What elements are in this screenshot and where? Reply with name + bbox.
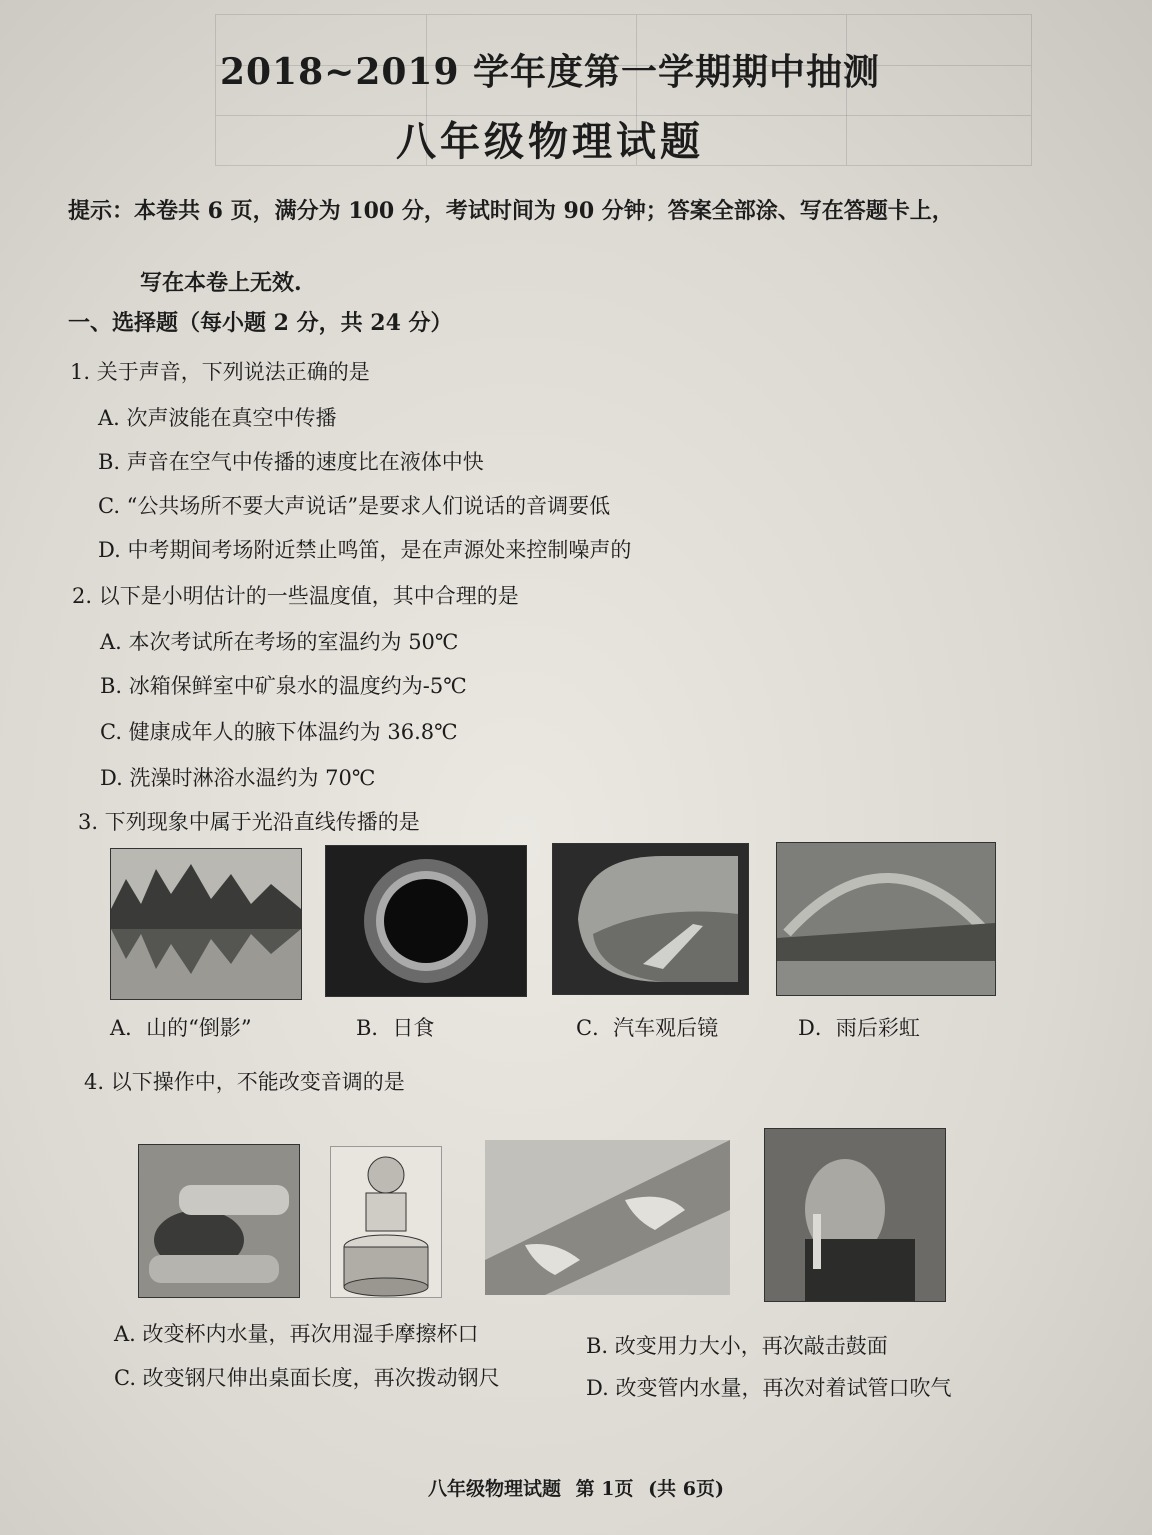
- question-4-stem: 4. 以下操作中，不能改变音调的是: [84, 1070, 405, 1094]
- question-4-option-a: A. 改变杯内水量，再次用湿手摩擦杯口: [114, 1322, 479, 1346]
- ruler-on-desk-photo: [485, 1140, 730, 1295]
- exam-tip-line1: 提示：本卷共 6 页，满分为 100 分，考试时间为 90 分钟；答案全部涂、写在答题卡上，: [68, 198, 954, 224]
- question-1-option-c: C. “公共场所不要大声说话”是要求人们说话的音调要低: [98, 494, 611, 518]
- question-4-option-d: D. 改变管内水量，再次对着试管口吹气: [586, 1376, 952, 1400]
- question-3-option-a: A．山的“倒影”: [110, 1016, 252, 1040]
- footer-page-number: 第 1页: [575, 1478, 634, 1500]
- blowing-test-tube-photo: [764, 1128, 946, 1302]
- car-mirror-photo: [552, 843, 749, 995]
- question-1-option-a: A. 次声波能在真空中传播: [98, 406, 337, 430]
- question-2-option-d: D. 洗澡时淋浴水温约为 70℃: [100, 766, 376, 790]
- mountain-reflection-photo: [110, 848, 302, 1000]
- question-1-stem: 1. 关于声音，下列说法正确的是: [70, 360, 370, 384]
- footer-page-total: (共 6页): [648, 1478, 724, 1500]
- wet-finger-glass-photo: [138, 1144, 300, 1298]
- drum-cartoon: [330, 1146, 442, 1298]
- question-4-option-b: B. 改变用力大小，再次敲击鼓面: [586, 1334, 888, 1358]
- question-1-option-d: D. 中考期间考场附近禁止鸣笛，是在声源处来控制噪声的: [98, 538, 632, 562]
- question-2-option-c: C. 健康成年人的腋下体温约为 36.8℃: [100, 720, 458, 744]
- question-2-option-a: A. 本次考试所在考场的室温约为 50℃: [100, 630, 459, 654]
- question-3-stem: 3. 下列现象中属于光沿直线传播的是: [78, 810, 420, 834]
- exam-subtitle: 八年级物理试题: [396, 118, 704, 165]
- question-2-stem: 2. 以下是小明估计的一些温度值，其中合理的是: [72, 584, 519, 608]
- exam-title: 2018~2019 学年度第一学期期中抽测: [219, 51, 881, 93]
- question-2-option-b: B. 冰箱保鲜室中矿泉水的温度约为-5℃: [100, 674, 467, 698]
- question-4-option-c: C. 改变钢尺伸出桌面长度，再次拨动钢尺: [114, 1366, 500, 1390]
- solar-eclipse-photo: [325, 845, 527, 997]
- rainbow-photo: [776, 842, 996, 996]
- page-footer: [0, 1474, 1152, 1501]
- question-3-option-b: B．日食: [356, 1016, 435, 1040]
- question-1-option-b: B. 声音在空气中传播的速度比在液体中快: [98, 450, 484, 474]
- question-3-option-d: D．雨后彩虹: [798, 1016, 920, 1040]
- exam-tip-line2: 写在本卷上无效.: [140, 270, 302, 296]
- footer-exam-name: 八年级物理试题: [428, 1478, 562, 1500]
- section-heading: 一、选择题（每小题 2 分，共 24 分）: [68, 310, 453, 336]
- question-3-option-c: C．汽车观后镜: [576, 1016, 719, 1040]
